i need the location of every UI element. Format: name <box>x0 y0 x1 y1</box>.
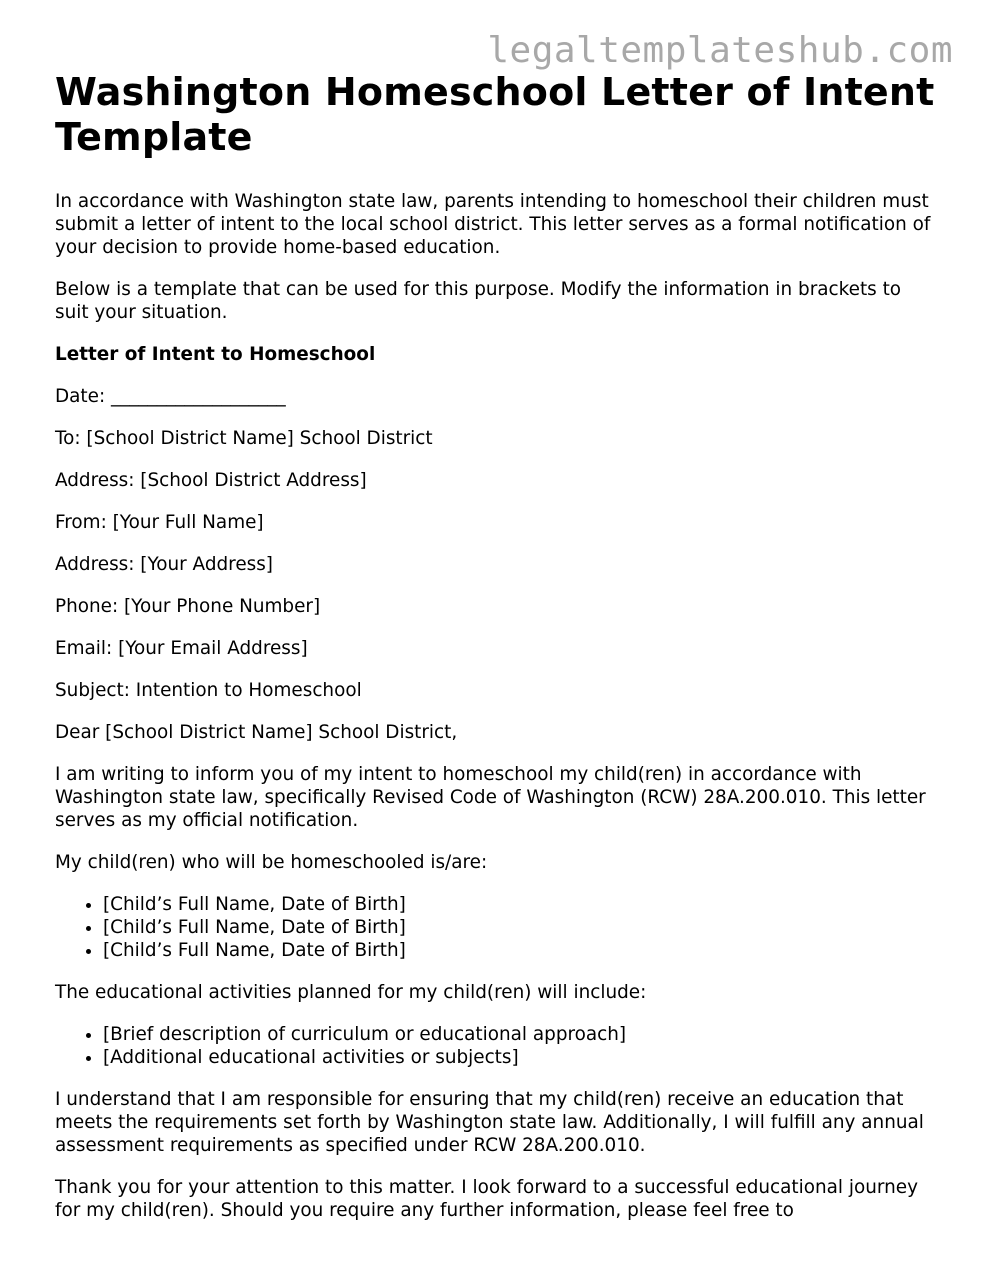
children-list <box>55 893 935 962</box>
district-address-line: Address: [School District Address] <box>55 470 367 491</box>
subject-line: Subject: Intention to Homeschool <box>55 680 362 701</box>
list-item: • [Additional educational activities or subjects] <box>103 1046 935 1069</box>
from-line: From: [Your Full Name] <box>55 512 264 533</box>
list-item: • [Child’s Full Name, Date of Birth] <box>103 916 935 939</box>
phone-line: Phone: [Your Phone Number] <box>55 596 321 617</box>
to-line: To: [School District Name] School District <box>55 428 433 449</box>
activities-list <box>55 1023 935 1069</box>
list-item: • [Brief description of curriculum or educational approach] <box>103 1023 935 1046</box>
body-paragraph-3: Thank you for your attention to this matter. I look forward to a successful educational journey for my child(ren). Should you require any further information, please feel free to <box>55 1177 918 1221</box>
your-address-line: Address: [Your Address] <box>55 554 273 575</box>
letter-heading: Letter of Intent to Homeschool <box>55 344 376 365</box>
intro-paragraph-1: In accordance with Washington state law, parents intending to homeschool their children must submit a letter of intent to the local school district. This letter serves as a formal notification of your decision to provide home-based education. <box>55 191 931 258</box>
document-page <box>55 70 935 1241</box>
intro-paragraph-2: Below is a template that can be used for this purpose. Modify the information in brackets to suit your situation. <box>55 279 902 323</box>
list-item: • [Child’s Full Name, Date of Birth] <box>103 939 935 962</box>
date-line: Date: ___________________ <box>55 386 286 407</box>
watermark: legaltemplateshub.com <box>487 30 953 71</box>
email-line: Email: [Your Email Address] <box>55 638 308 659</box>
body-paragraph-2: I understand that I am responsible for ensuring that my child(ren) receive an education that meets the requirements set forth by Washington state law. Additionally, I will fulfill any annual assessment requirements as specified under RCW 28A.200.010. <box>55 1089 924 1156</box>
salutation: Dear [School District Name] School District, <box>55 722 458 743</box>
activities-intro: The educational activities planned for my child(ren) will include: <box>55 982 647 1003</box>
list-item: • [Child’s Full Name, Date of Birth] <box>103 893 935 916</box>
page-title: Washington Homeschool Letter of Intent Template <box>55 70 935 159</box>
body-paragraph-1: I am writing to inform you of my intent to homeschool my child(ren) in accordance with Washington state law, specifically Revised Code of Washington (RCW) 28A.200.010. This letter serves as my official notification. <box>55 764 926 831</box>
children-intro: My child(ren) who will be homeschooled is/are: <box>55 852 488 873</box>
